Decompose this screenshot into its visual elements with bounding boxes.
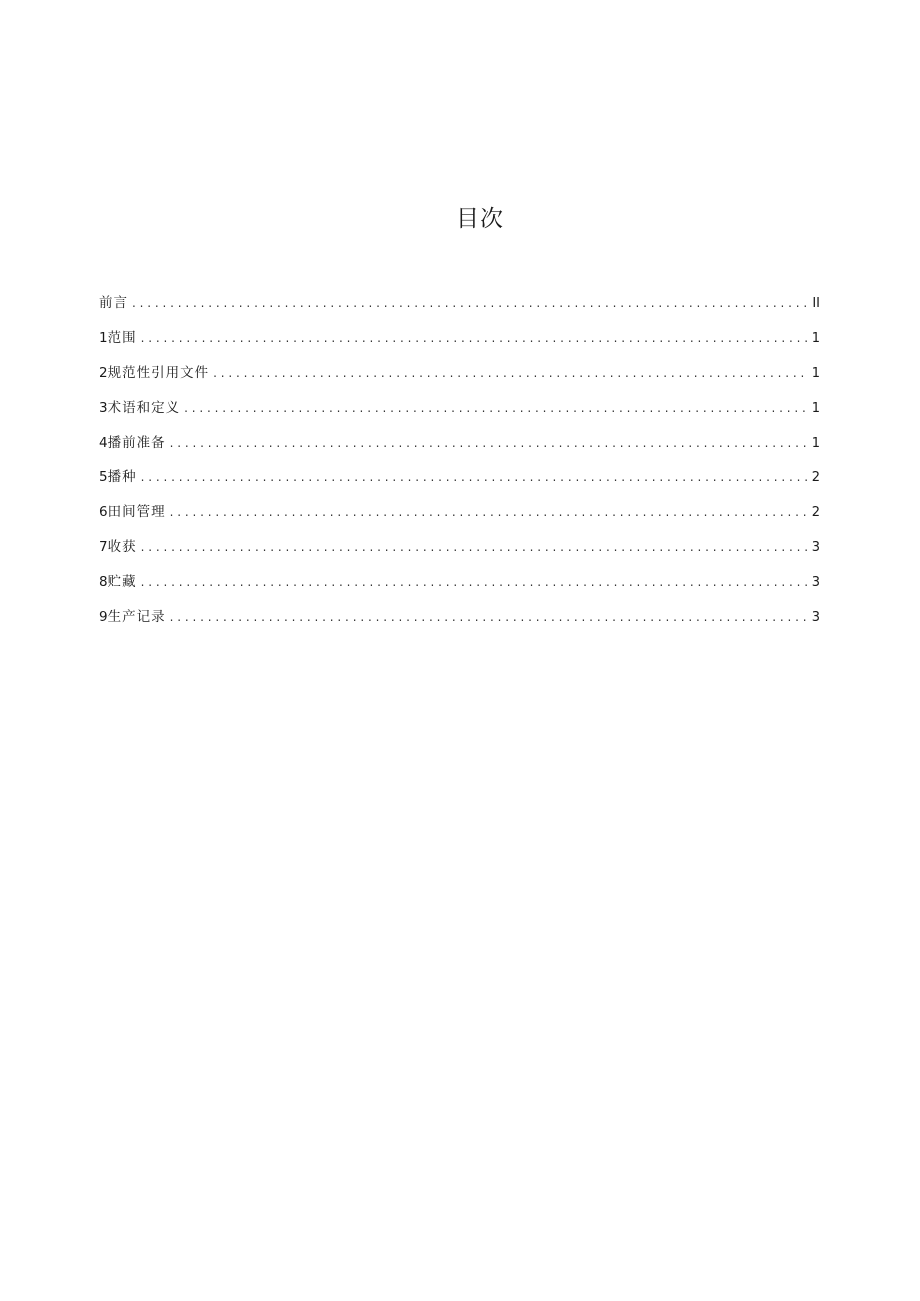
toc-entry-page: 2 <box>811 470 820 486</box>
toc-entry-page: 3 <box>811 540 820 556</box>
toc-dot-leader <box>184 393 809 423</box>
toc-entry-storage[interactable] <box>99 567 820 602</box>
toc-entry-number: 6 <box>99 504 108 521</box>
toc-entry-number: 4 <box>99 434 108 451</box>
toc-entry-page: 1 <box>811 330 820 346</box>
toc-dot-leader <box>170 497 809 527</box>
toc-entry-page: 1 <box>811 435 820 451</box>
toc-entry-page: 3 <box>811 575 820 591</box>
toc-entry-label: 播种 <box>107 469 137 486</box>
toc-entry-scope[interactable] <box>99 323 820 358</box>
toc-entry-number: 9 <box>99 609 108 626</box>
toc-entry-number: 8 <box>99 574 108 591</box>
toc-entry-page: 2 <box>811 505 820 521</box>
toc-dot-leader <box>170 428 809 458</box>
toc-dot-leader <box>141 323 809 353</box>
toc-entry-foreword[interactable] <box>99 288 820 323</box>
toc-entry-label: 前言 <box>99 295 128 311</box>
toc-entry-page: 1 <box>811 365 820 381</box>
toc-entry-normative-references[interactable] <box>99 358 820 393</box>
toc-entry-sowing[interactable] <box>99 462 820 497</box>
toc-entry-field-management[interactable] <box>99 497 820 532</box>
toc-entry-number: 5 <box>99 469 108 486</box>
toc-entry-page: 3 <box>811 610 820 626</box>
toc-entry-label: 收获 <box>107 539 137 556</box>
toc-dot-leader <box>141 462 809 492</box>
toc-entry-number: 2 <box>99 364 108 381</box>
toc-entry-pre-sowing[interactable] <box>99 428 820 463</box>
toc-entry-label: 贮藏 <box>107 574 137 591</box>
toc-entry-production-records[interactable] <box>99 602 820 637</box>
toc-entry-page: II <box>812 296 820 311</box>
toc-dot-leader <box>170 602 809 632</box>
toc-entry-label: 术语和定义 <box>107 399 181 416</box>
toc-entry-label: 生产记录 <box>107 609 166 626</box>
toc-dot-leader <box>213 358 809 388</box>
toc-entry-harvest[interactable] <box>99 532 820 567</box>
toc-entry-page: 1 <box>811 400 820 416</box>
toc-dot-leader <box>141 532 809 562</box>
toc-entry-number: 1 <box>99 329 108 346</box>
toc-entry-label: 范围 <box>107 329 137 346</box>
page-title: 目次 <box>456 206 504 232</box>
toc-entry-number: 7 <box>99 539 108 556</box>
toc-entry-number: 3 <box>99 399 108 416</box>
toc-dot-leader <box>132 288 809 318</box>
toc-entry-label: 田间管理 <box>107 504 166 521</box>
toc-entry-label: 规范性引用文件 <box>107 364 210 381</box>
toc-entry-terms-definitions[interactable] <box>99 393 820 428</box>
table-of-contents <box>99 288 820 637</box>
toc-entry-label: 播前准备 <box>107 434 166 451</box>
toc-dot-leader <box>141 567 809 597</box>
